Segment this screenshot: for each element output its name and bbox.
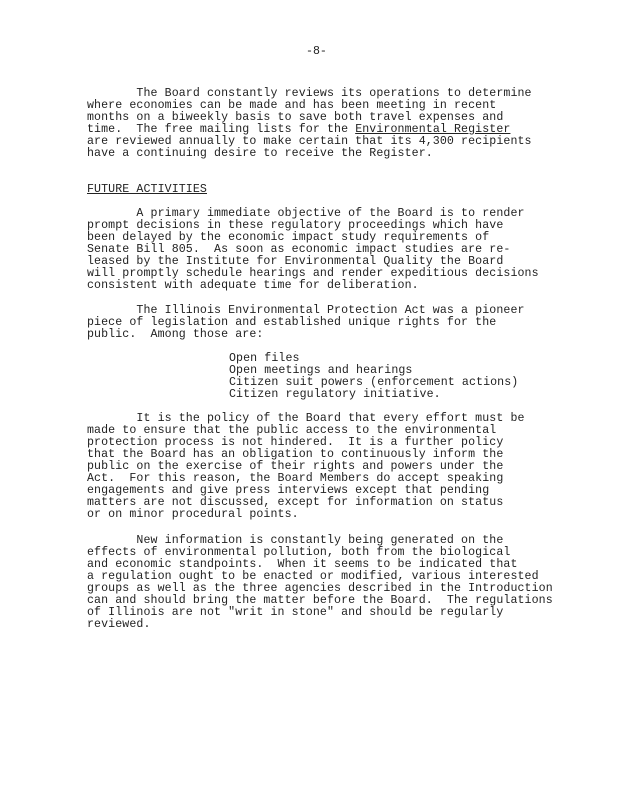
list-item: Citizen suit powers (enforcement actions) [229, 376, 519, 389]
list-item: Open files [229, 352, 300, 365]
text-line: a regulation ought to be enacted or modified, various interested [87, 570, 539, 583]
text-line: The Illinois Environmental Protection Act was a pioneer [87, 304, 525, 317]
environmental-register-title: Environmental Register [355, 123, 511, 136]
text-line: It is the policy of the Board that every effort must be [87, 412, 525, 425]
text-line: The Board constantly reviews its operations to determine [87, 87, 532, 100]
text-line: New information is constantly being generated on the [87, 534, 504, 547]
text-line: of Illinois are not "writ in stone" and should be regularly [87, 606, 504, 619]
text-line: made to ensure that the public access to the environmental [87, 424, 497, 437]
page-number: -8- [306, 45, 327, 58]
text-line: piece of legislation and established unique rights for the [87, 316, 497, 329]
text-line: will promptly schedule hearings and render expeditious decisions [87, 267, 539, 280]
text-line: public. Among those are: [87, 328, 264, 341]
text-segment: time. The free mailing lists for the [87, 123, 356, 136]
text-line: Senate Bill 805. As soon as economic impact studies are re- [87, 243, 511, 256]
text-line: Act. For this reason, the Board Members do accept speaking [87, 472, 504, 485]
text-line: are reviewed annually to make certain that its 4,300 recipients [87, 135, 532, 148]
text-line: have a continuing desire to receive the Register. [87, 147, 433, 160]
text-line: leased by the Institute for Environmental Quality the Board [87, 255, 504, 268]
text-line: where economies can be made and has been meeting in recent [87, 99, 497, 112]
text-line: can and should bring the matter before the Board. The regulations [87, 594, 553, 607]
text-line: and economic standpoints. When it seems to be indicated that [87, 558, 518, 571]
section-heading-future-activities: FUTURE ACTIVITIES [87, 183, 207, 196]
text-line: engagements and give press interviews except that pending [87, 484, 490, 497]
text-line: months on a biweekly basis to save both travel expenses and [87, 111, 504, 124]
text-line: groups as well as the three agencies described in the Introduction [87, 582, 553, 595]
text-line: public on the exercise of their rights and powers under the [87, 460, 504, 473]
text-line: that the Board has an obligation to continuously inform the [87, 448, 504, 461]
text-line: consistent with adequate time for deliberation. [87, 279, 419, 292]
text-line: protection process is not hindered. It is a further policy [87, 436, 504, 449]
text-line: reviewed. [87, 618, 151, 631]
list-item: Citizen regulatory initiative. [229, 388, 441, 401]
text-line: matters are not discussed, except for information on status [87, 496, 504, 509]
text-line: or on minor procedural points. [87, 508, 299, 521]
text-line: A primary immediate objective of the Board is to render [87, 207, 525, 220]
text-line: prompt decisions in these regulatory proceedings which have [87, 219, 504, 232]
text-line: been delayed by the economic impact study requirements of [87, 231, 490, 244]
list-item: Open meetings and hearings [229, 364, 413, 377]
text-line: effects of environmental pollution, both from the biological [87, 546, 511, 559]
